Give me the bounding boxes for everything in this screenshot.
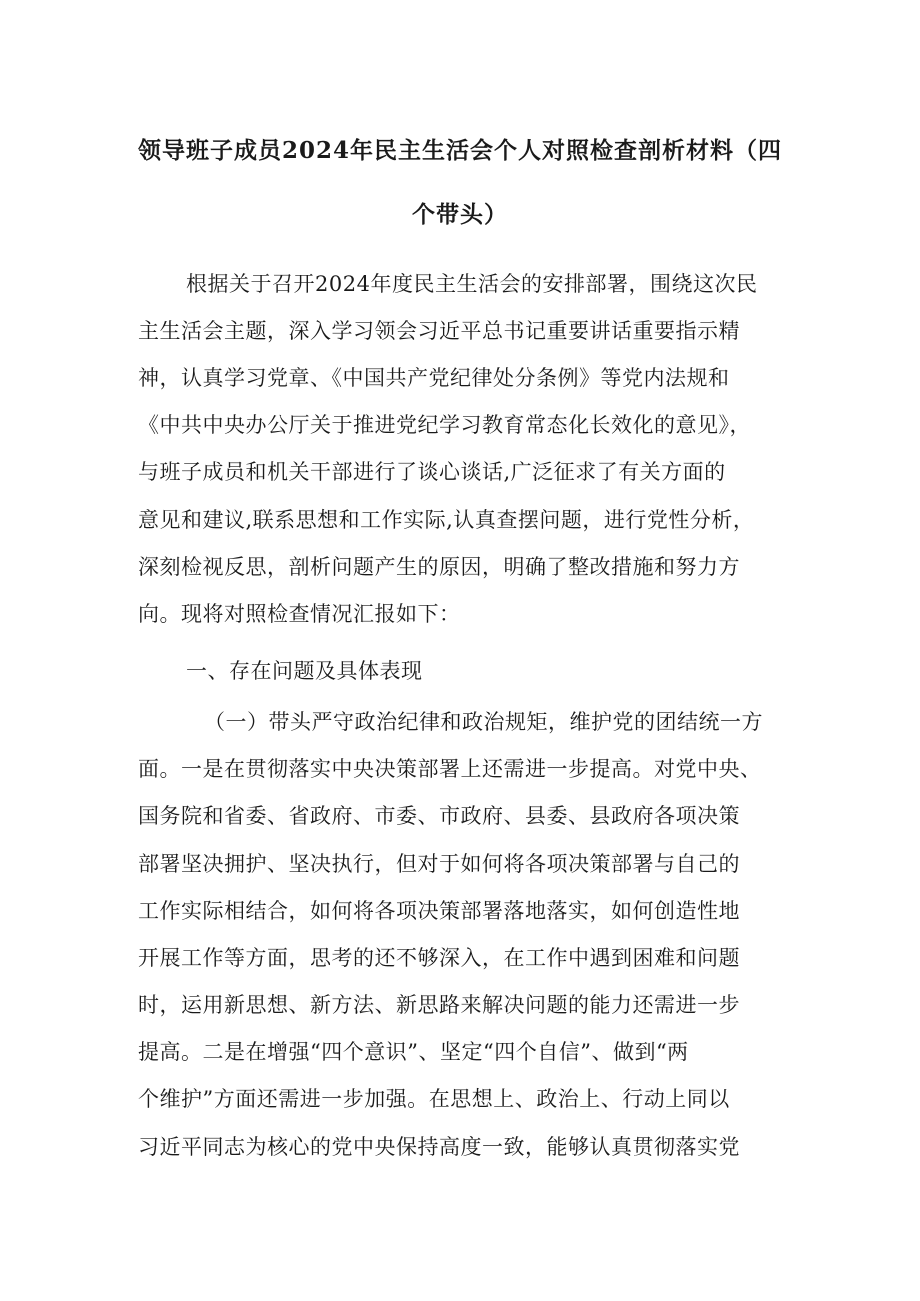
paragraph-2-line-1: （一）带头严守政治纪律和政治规矩，维护党的团结统一方	[204, 710, 763, 734]
paragraph-2-line-9: 个维护”方面还需进一步加强。在思想上、政治上、行动上同以	[138, 1087, 730, 1111]
paragraph-1-line-8: 向。现将对照检查情况汇报如下：	[138, 602, 461, 626]
paragraph-2-line-3: 国务院和省委、省政府、市委、市政府、县委、县政府各项决策	[138, 804, 740, 828]
paragraph-1-line-1: 根据关于召开2024年度民主生活会的安排部署，围绕这次民	[186, 272, 758, 296]
paragraph-1-line-7: 深刻检视反思，剖析问题产生的原因，明确了整改措施和努力方	[138, 555, 740, 579]
document-title-line-1: 领导班子成员2024年民主生活会个人对照检查剖析材料（四	[138, 137, 783, 164]
paragraph-2-line-6: 开展工作等方面，思考的还不够深入，在工作中遇到困难和问题	[138, 946, 740, 970]
paragraph-2-line-7: 时，运用新思想、新方法、新思路来解决问题的能力还需进一步	[138, 993, 740, 1017]
paragraph-2-line-5: 工作实际相结合，如何将各项决策部署落地落实，如何创造性地	[138, 899, 740, 923]
paragraph-2-line-8: 提高。二是在增强“四个意识”、坚定“四个自信”、做到“两	[138, 1040, 689, 1064]
paragraph-1-line-2: 主生活会主题，深入学习领会习近平总书记重要讲话重要指示精	[138, 319, 740, 343]
document-title-line-2: 个带头）	[412, 201, 508, 228]
paragraph-1-line-5: 与班子成员和机关干部进行了谈心谈话,广泛征求了有关方面的	[138, 460, 726, 484]
section-heading-1: 一、存在问题及具体表现	[186, 659, 423, 683]
paragraph-1-line-4: 《中共中央办公厅关于推进党纪学习教育常态化长效化的意见》，	[138, 413, 751, 437]
paragraph-2-line-2: 面。一是在贯彻落实中央决策部署上还需进一步提高。对党中央、	[138, 757, 762, 781]
paragraph-1-line-6: 意见和建议,联系思想和工作实际,认真查摆问题，进行党性分析，	[138, 508, 755, 532]
paragraph-2-line-4: 部署坚决拥护、坚决执行，但对于如何将各项决策部署与自己的	[138, 852, 740, 876]
paragraph-1-line-3: 神，认真学习党章、《中国共产党纪律处分条例》等党内法规和	[138, 366, 730, 390]
paragraph-2-line-10: 习近平同志为核心的党中央保持高度一致，能够认真贯彻落实党	[138, 1135, 740, 1159]
